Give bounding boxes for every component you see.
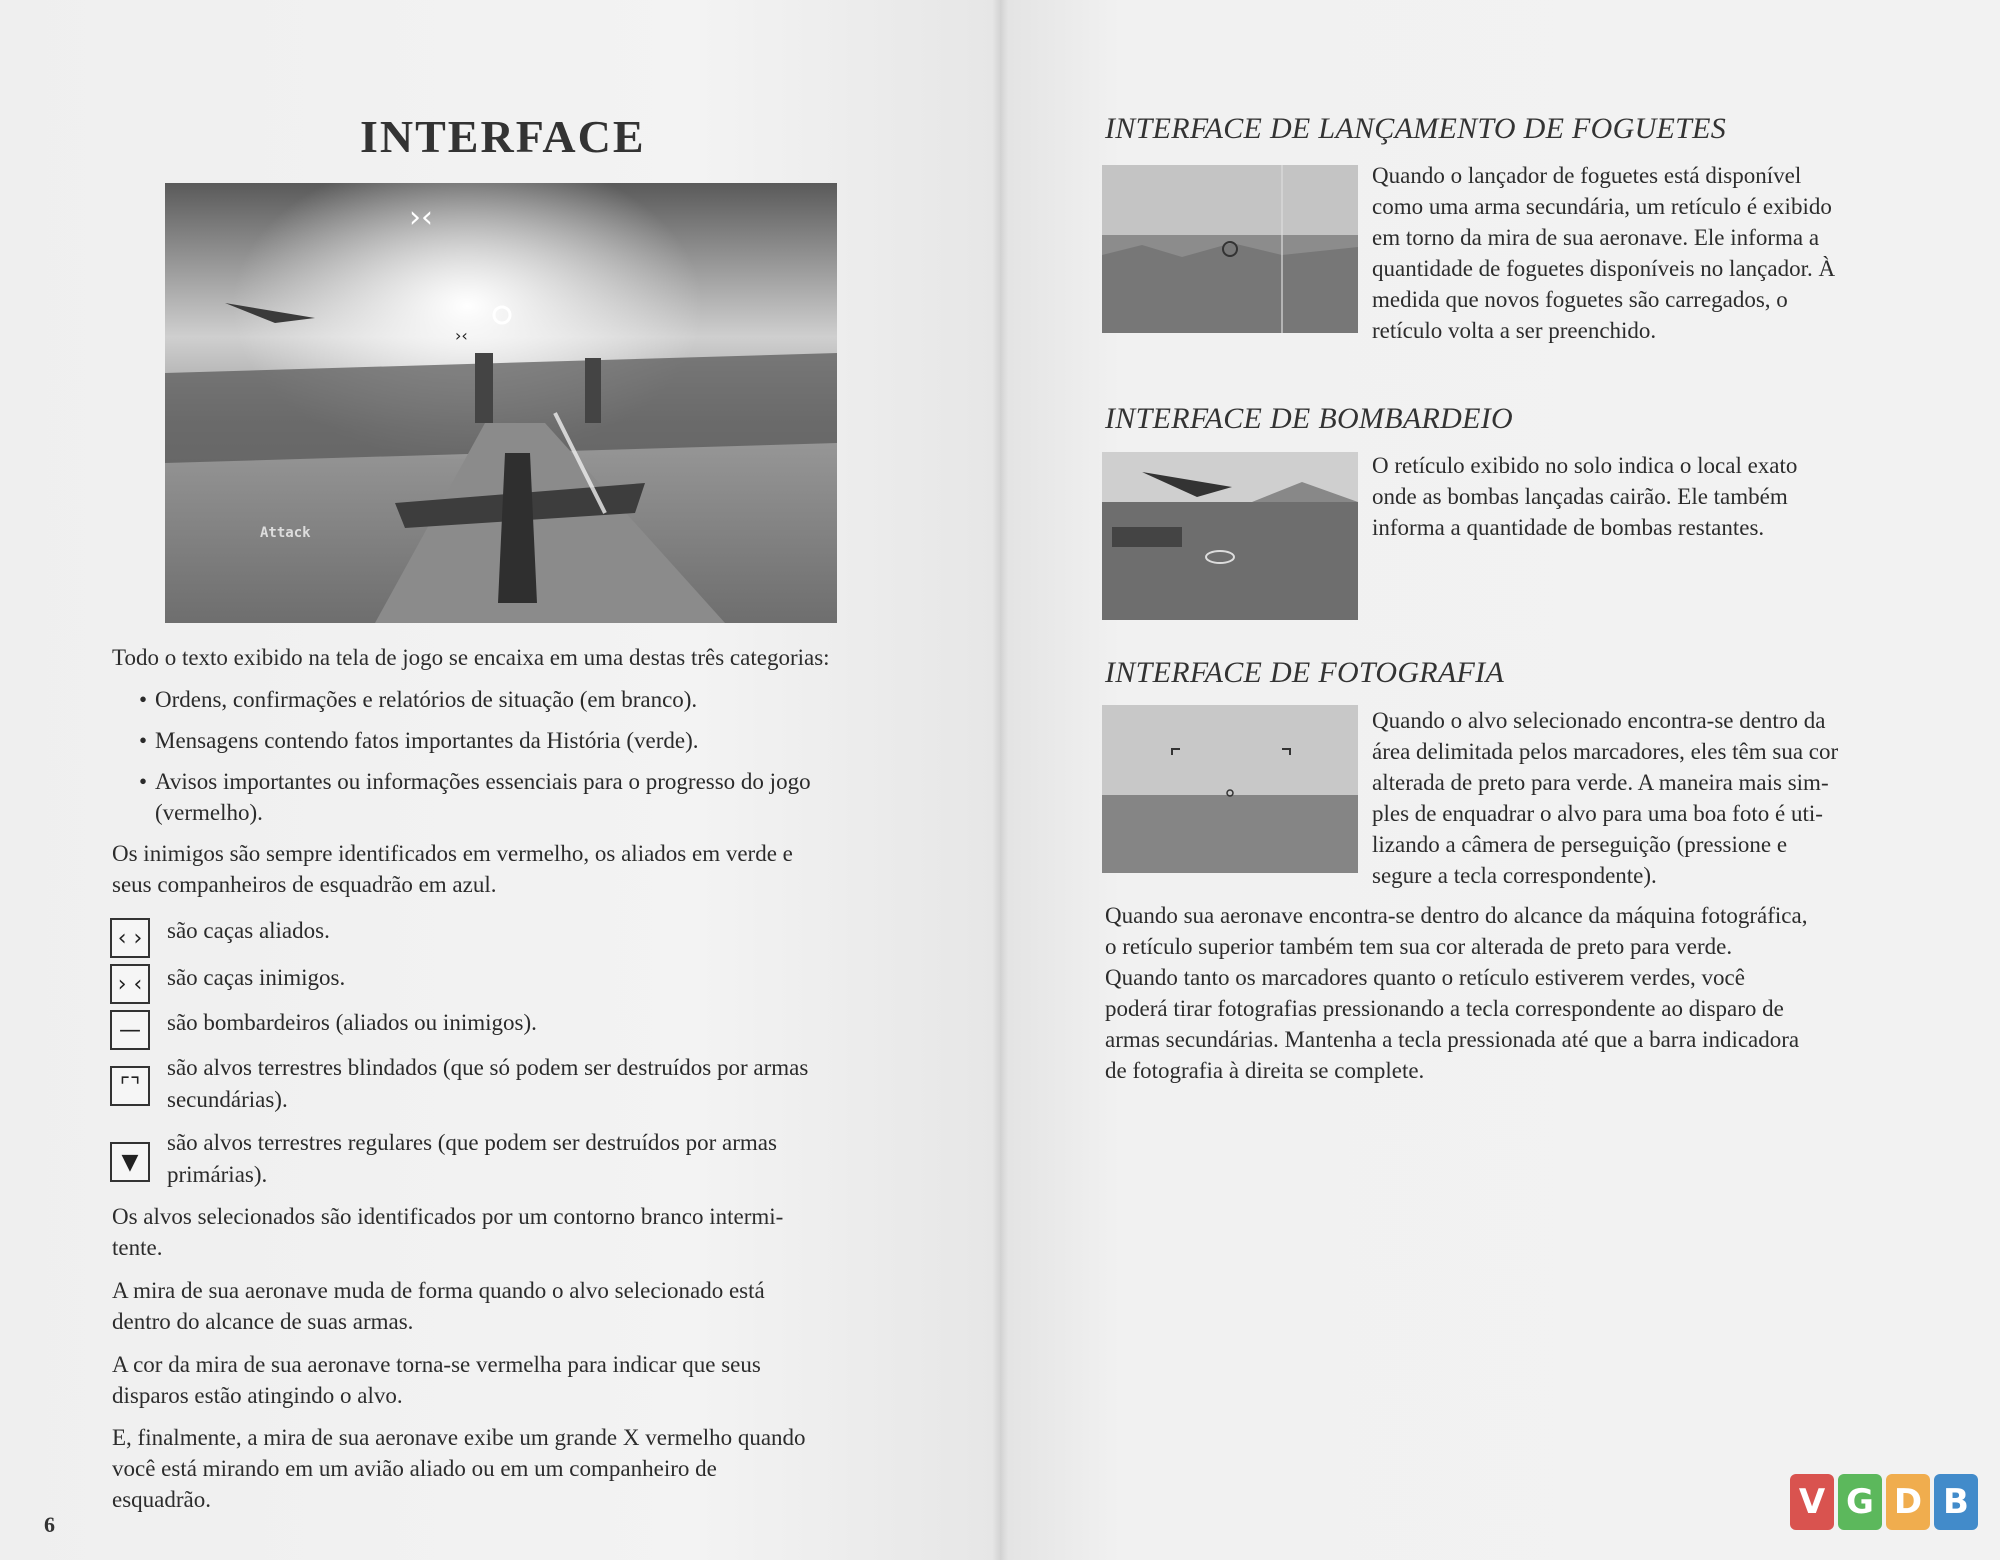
rockets-line-3: em torno da mira de sua aeronave. Ele informa a: [1372, 225, 1820, 250]
rockets-line-2: como uma arma secundária, um retículo é exibido: [1372, 194, 1832, 219]
bombing-interface-screenshot: [1102, 452, 1358, 620]
bombing-scene: [1102, 452, 1358, 620]
bullet-history: • Mensagens contendo fatos importantes da História (verde).: [155, 725, 699, 756]
bombing-line-2: onde as bombas lançadas cairão. Ele também: [1372, 484, 1788, 509]
intro-text: Todo o texto exibido na tela de jogo se encaixa em uma destas três categorias:: [112, 645, 830, 670]
page-number-left: 6: [44, 1512, 55, 1537]
photo-para-line-5: armas secundárias. Mantenha a tecla pressionada até que a barra indicadora: [1105, 1027, 1800, 1052]
bombing-line-1: O retículo exibido no solo indica o local exato: [1372, 453, 1798, 478]
gameplay-scene: [165, 183, 837, 623]
rocket-interface-screenshot: [1102, 165, 1358, 333]
para-big-x-line-3: esquadrão.: [112, 1487, 211, 1512]
page-title: INTERFACE: [360, 111, 646, 162]
legend-regular-targets-line-1: são alvos terrestres regulares (que podem ser destruídos por armas: [167, 1130, 777, 1155]
enemy-fighter-marker: ›‹: [409, 200, 433, 235]
enemy-marker-small: ›‹: [455, 326, 468, 345]
para-aim-range-line-1: A mira de sua aeronave muda de forma quando o alvo selecionado está: [112, 1278, 765, 1303]
armored-ground-target-icon: ⌜⌝: [110, 1066, 150, 1106]
photo-para-line-2: o retículo superior também tem sua cor alterada de preto para verde.: [1105, 934, 1733, 959]
legend-bombers: são bombardeiros (aliados ou inimigos).: [167, 1010, 537, 1035]
bullet-warnings-cont: (vermelho).: [155, 800, 263, 825]
heading-photography: INTERFACE DE FOTOGRAFIA: [1105, 656, 1505, 689]
para-aim-color-line-1: A cor da mira de sua aeronave torna-se vermelha para indicar que seus: [112, 1352, 761, 1377]
hud-attack-label: Attack: [260, 525, 311, 541]
photography-scene: [1102, 705, 1358, 873]
legend-enemy-fighters: são caças inimigos.: [167, 965, 346, 990]
regular-ground-target-icon: ▼: [110, 1142, 150, 1182]
heading-bombing: INTERFACE DE BOMBARDEIO: [1105, 402, 1513, 435]
legend-armored-targets-line-2: secundárias).: [167, 1087, 288, 1112]
vgdb-letter-b: B: [1934, 1474, 1978, 1530]
para-selected-line-1: Os alvos selecionados são identificados por um contorno branco intermi-: [112, 1204, 784, 1229]
photo-line-3: alterada de preto para verde. A maneira mais sim-: [1372, 770, 1829, 795]
rockets-line-6: retículo volta a ser preenchido.: [1372, 318, 1657, 343]
photo-para-line-4: poderá tirar fotografias pressionando a tecla correspondente ao disparo de: [1105, 996, 1784, 1021]
page-gutter: [992, 0, 1008, 1560]
para-aim-range-line-2: dentro do alcance de suas armas.: [112, 1309, 414, 1334]
rockets-line-5: medida que novos foguetes são carregados, o: [1372, 287, 1788, 312]
para-selected-line-2: tente.: [112, 1235, 163, 1260]
heading-rockets: INTERFACE DE LANÇAMENTO DE FOGUETES: [1105, 112, 1727, 145]
rockets-line-4: quantidade de foguetes disponíveis no lançador. À: [1372, 256, 1836, 281]
vgdb-watermark: [1790, 1474, 1980, 1538]
vgdb-letter-v: V: [1790, 1474, 1834, 1530]
bomber-icon: —: [110, 1010, 150, 1050]
identification-line-1: Os inimigos são sempre identificados em vermelho, os aliados em verde e: [112, 841, 793, 866]
bombing-line-3: informa a quantidade de bombas restantes.: [1372, 515, 1765, 540]
photography-interface-screenshot: [1102, 705, 1358, 873]
photo-line-2: área delimitada pelos marcadores, eles têm sua cor: [1372, 739, 1839, 764]
allied-fighter-icon: ‹ ›: [110, 918, 150, 958]
vgdb-letter-g: G: [1838, 1474, 1882, 1530]
photo-para-line-1: Quando sua aeronave encontra-se dentro do alcance da máquina fotográfica,: [1105, 903, 1808, 928]
para-big-x-line-2: você está mirando em um avião aliado ou em um companheiro de: [112, 1456, 717, 1481]
photo-para-line-6: de fotografia à direita se complete.: [1105, 1058, 1425, 1083]
vgdb-letter-d: D: [1886, 1474, 1930, 1530]
photo-para-line-3: Quando tanto os marcadores quanto o retículo estiverem verdes, você: [1105, 965, 1745, 990]
photo-line-5: lizando a câmera de perseguição (pressione e: [1372, 832, 1788, 857]
gameplay-screenshot: [165, 183, 837, 623]
photo-line-1: Quando o alvo selecionado encontra-se dentro da: [1372, 708, 1826, 733]
identification-line-2: seus companheiros de esquadrão em azul.: [112, 872, 497, 897]
bullet-warnings: • Avisos importantes ou informações essenciais para o progresso do jogo: [155, 766, 811, 797]
para-aim-color-line-2: disparos estão atingindo o alvo.: [112, 1383, 403, 1408]
enemy-fighter-icon: › ‹: [110, 964, 150, 1004]
rockets-line-1: Quando o lançador de foguetes está disponível: [1372, 163, 1802, 188]
photo-line-4: ples de enquadrar o alvo para uma boa foto é uti-: [1372, 801, 1823, 826]
rocket-scene: [1102, 165, 1358, 333]
photo-line-6: segure a tecla correspondente).: [1372, 863, 1657, 888]
bullet-orders: • Ordens, confirmações e relatórios de situação (em branco).: [155, 684, 697, 715]
legend-regular-targets-line-2: primárias).: [167, 1162, 268, 1187]
legend-allied-fighters: são caças aliados.: [167, 918, 330, 943]
legend-armored-targets-line-1: são alvos terrestres blindados (que só podem ser destruídos por armas: [167, 1055, 809, 1080]
para-big-x-line-1: E, finalmente, a mira de sua aeronave exibe um grande X vermelho quando: [112, 1425, 806, 1450]
